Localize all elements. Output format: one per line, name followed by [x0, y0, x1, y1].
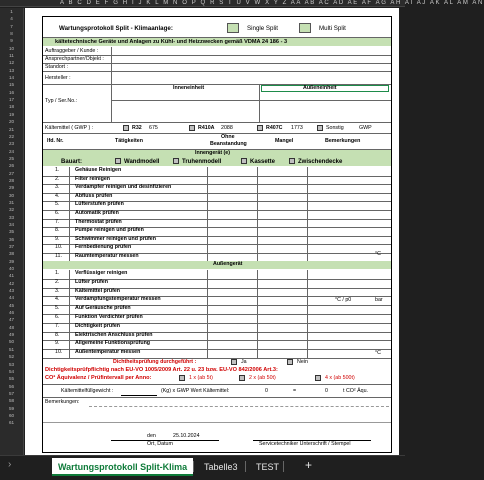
row-number[interactable]: 50 [8, 339, 15, 345]
task-label: Verdampfungstemperatur messen [75, 296, 161, 303]
column-header-bar [0, 0, 484, 7]
inneneinheit-header: Inneneinheit [173, 85, 205, 91]
task-number: 7. [55, 322, 60, 329]
row-number[interactable]: 31 [8, 199, 15, 205]
task-number: 11. [55, 253, 62, 259]
row-number[interactable]: 14 [8, 75, 15, 81]
divider [43, 133, 391, 134]
row-number[interactable]: 53 [8, 361, 15, 367]
row-number[interactable]: 21 [8, 126, 15, 132]
row-number[interactable]: 19 [8, 111, 15, 117]
row-number[interactable]: 10 [8, 45, 15, 51]
task-check-cell[interactable] [307, 219, 357, 228]
row-number-gutter [0, 8, 24, 455]
task-check-cell[interactable] [307, 184, 357, 193]
task-row-divider [43, 358, 391, 359]
interval-1-label: 1 x (ab 5t) [189, 375, 213, 381]
add-sheet-icon[interactable]: + [305, 458, 313, 472]
divider [111, 100, 391, 101]
row-number[interactable]: 9 [10, 38, 13, 44]
sonstig-label: Sonstig [326, 125, 344, 131]
unterschrift-label: Servicetechniker Unterschrift / Stempel [259, 441, 351, 447]
task-label: Pumpe reinigen und prüfen [75, 227, 144, 234]
row-number[interactable]: 13 [8, 67, 15, 73]
row-number[interactable]: 38 [8, 251, 15, 257]
dichtheit-label: Dichtheitsprüfung durchgeführt : [113, 359, 197, 365]
bauart-label: Bauart: [61, 159, 83, 165]
task-number: 4. [55, 192, 60, 199]
task-check-cell[interactable] [207, 184, 257, 193]
task-label: Schwimmer reinigen und prüfen [75, 235, 156, 242]
zwischendecke-label: Zwischendecke [298, 159, 343, 165]
task-number: 1. [55, 167, 60, 173]
task-check-cell[interactable] [307, 305, 357, 314]
task-number: 9. [55, 340, 60, 347]
tab-separator [245, 461, 246, 472]
row-number[interactable]: 30 [8, 192, 15, 198]
task-label: Abfluss prüfen [75, 192, 113, 199]
bemerkungen-header: Bemerkungen [325, 138, 361, 144]
sonstig-checkbox[interactable] [317, 125, 323, 131]
task-check-cell[interactable] [207, 227, 257, 236]
task-check-cell[interactable] [307, 210, 357, 219]
task-check-cell[interactable] [307, 193, 357, 202]
r32-gwp: 675 [149, 125, 158, 131]
r407c-label: R407C [266, 125, 283, 131]
calc-zero-2: 0 [325, 388, 328, 394]
task-number: 7. [55, 218, 60, 225]
auftraggeber-label: Auftraggeber / Kunde : [45, 48, 99, 54]
r407c-gwp: 1773 [291, 125, 303, 131]
row-number[interactable]: 1 [10, 9, 13, 14]
task-check-cell[interactable] [207, 305, 257, 314]
ja-label: Ja [241, 359, 247, 365]
tco2-unit: t CO² Äqu. [343, 388, 369, 394]
task-check-cell[interactable] [207, 219, 257, 228]
truhenmodell-checkbox[interactable] [173, 158, 179, 164]
aussentemp-unit: °C [375, 350, 381, 356]
task-check-cell[interactable] [257, 201, 307, 210]
column-letters[interactable]: A B C D E F G H I J K L M N O P Q R S T U V W X Y Z AA AB AC AD AE AF AG AH AI AJ AK AL AM AN [60, 0, 484, 6]
kassette-checkbox[interactable] [241, 158, 247, 164]
fuellgewicht-label: Kältemittelfüllgewicht : [61, 388, 114, 394]
row-number[interactable]: 32 [8, 207, 15, 213]
task-check-cell[interactable] [307, 349, 357, 358]
row-number[interactable]: 18 [8, 104, 15, 110]
row-number[interactable]: 47 [8, 317, 15, 323]
divider [111, 47, 112, 92]
task-number: 4. [55, 296, 60, 303]
task-check-cell[interactable] [257, 193, 307, 202]
task-check-cell[interactable] [257, 184, 307, 193]
divider [43, 122, 391, 123]
tab-test[interactable]: TEST [256, 462, 280, 472]
task-check-cell[interactable] [207, 201, 257, 210]
task-check-cell[interactable] [307, 323, 357, 332]
interval-4-label: 4 x (ab 500t) [325, 375, 355, 381]
row-number[interactable]: 57 [8, 390, 15, 396]
calc-zero-1: 0 [265, 388, 268, 394]
raumtemp-unit: °C [375, 251, 381, 257]
task-check-cell[interactable] [307, 167, 357, 176]
row-number[interactable]: 27 [8, 170, 15, 176]
task-number: 6. [55, 210, 60, 216]
form-title: Wartungsprotokoll Split - Klimaanlage: [59, 25, 173, 32]
worksheet[interactable] [25, 8, 399, 455]
task-label: Auf Geräusche prüfen [75, 305, 131, 312]
tab-separator [283, 461, 284, 472]
task-check-cell[interactable] [257, 270, 307, 279]
task-check-cell[interactable] [207, 270, 257, 279]
column-divider [69, 167, 70, 262]
truhenmodell-label: Truhenmodell [182, 159, 222, 165]
nein-label: Nein [297, 359, 308, 365]
sheet-tab-bar [0, 455, 405, 480]
row-number[interactable]: 15 [8, 82, 15, 88]
row-number[interactable]: 49 [8, 332, 15, 338]
pflicht-line: Dichtigkeitsprüfpflichtig nach EU-VO 1005/2009 Art. 22 u. 23 bzw. EU-VO 842/2006 Art.3: [45, 367, 278, 373]
task-label: Gehäuse Reinigen [75, 167, 122, 173]
task-number: 3. [55, 184, 60, 191]
task-number: 10. [55, 244, 63, 251]
bar-unit: bar [375, 297, 383, 303]
row-number[interactable]: 36 [8, 236, 15, 242]
row-number[interactable]: 28 [8, 177, 15, 183]
task-number: 1. [55, 270, 60, 276]
task-check-cell[interactable] [207, 279, 257, 288]
task-number: 8. [55, 227, 60, 234]
task-number: 2. [55, 278, 60, 285]
multi-split-label: Multi Split [319, 25, 346, 32]
task-label: Funktion Verdichter prüfen [75, 314, 143, 320]
interval-2-label: 2 x (ab 50t) [249, 375, 276, 381]
row-number[interactable]: 52 [8, 354, 15, 360]
task-check-cell[interactable] [307, 279, 357, 288]
task-label: Thermostat prüfen [75, 218, 122, 225]
task-check-cell[interactable] [257, 288, 307, 297]
cfp0-label: °C / p0 [335, 297, 352, 303]
divider [259, 84, 260, 122]
task-check-cell[interactable] [307, 332, 357, 341]
task-number: 5. [55, 201, 60, 208]
multi-split-checkbox[interactable] [299, 23, 311, 33]
equals-sign: = [293, 388, 297, 394]
task-check-cell[interactable] [307, 201, 357, 210]
task-number: 6. [55, 314, 60, 320]
task-check-cell[interactable] [307, 244, 357, 253]
task-check-cell[interactable] [307, 176, 357, 185]
den-label: den [147, 433, 156, 439]
r410a-label: R410A [198, 125, 215, 131]
task-label: Automatik prüfen [75, 210, 119, 216]
task-check-cell[interactable] [257, 227, 307, 236]
row-number[interactable]: 24 [8, 148, 15, 154]
hersteller-label: Hersteller : [45, 75, 71, 81]
divider [111, 92, 112, 122]
task-label: Lüfter prüfen [75, 278, 108, 285]
task-check-cell[interactable] [207, 210, 257, 219]
task-check-cell[interactable] [257, 279, 307, 288]
task-label: Filter reinigen [75, 175, 111, 182]
row-number[interactable]: 26 [8, 163, 15, 169]
row-number[interactable]: 43 [8, 288, 15, 294]
kaeltemittel-label: Kältemittel ( GWP ) : [45, 125, 94, 131]
row-number[interactable]: 4 [10, 16, 13, 22]
form-subtitle: kältetechnische Geräte und Anlagen zu Kühl- und Heizzwecken gemäß VDMA 24 186 - 3 [55, 38, 288, 45]
task-check-cell[interactable] [257, 219, 307, 228]
task-check-cell[interactable] [207, 167, 257, 176]
task-label: Außentemperatur messen [75, 349, 141, 356]
task-label: Verflüssiger reinigen [75, 270, 128, 276]
tab-tabelle3[interactable]: Tabelle3 [204, 462, 238, 472]
task-check-cell[interactable] [307, 270, 357, 279]
task-check-cell[interactable] [207, 193, 257, 202]
fuellgewicht-input[interactable] [121, 395, 157, 396]
task-check-cell[interactable] [307, 236, 357, 245]
row-number[interactable]: 29 [8, 185, 15, 191]
row-number[interactable]: 16 [8, 89, 15, 95]
row-number[interactable]: 60 [8, 412, 15, 418]
tab-wartungsprotokoll[interactable]: Wartungsprotokoll Split-Klima [52, 458, 193, 476]
task-check-cell[interactable] [207, 176, 257, 185]
task-number: 5. [55, 305, 60, 312]
row-number[interactable]: 51 [8, 346, 15, 352]
task-label: Raumtemperatur messen [75, 253, 139, 259]
row-number[interactable]: 23 [8, 141, 15, 147]
ja-checkbox[interactable] [231, 359, 237, 365]
task-check-cell[interactable] [307, 314, 357, 323]
task-check-cell[interactable] [207, 314, 257, 323]
row-number[interactable]: 20 [8, 119, 15, 125]
task-label: Kältemittel prüfen [75, 287, 121, 294]
row-number[interactable]: 45 [8, 302, 15, 308]
row-number[interactable]: 39 [8, 258, 15, 264]
row-number[interactable]: 35 [8, 229, 15, 235]
task-check-cell[interactable] [257, 314, 307, 323]
date-value[interactable]: 25.10.2024 [173, 433, 200, 439]
row-number[interactable]: 25 [8, 155, 15, 161]
typ-label: Typ / Ser.No.: [45, 98, 78, 104]
kassette-label: Kassette [250, 159, 276, 165]
row-number[interactable]: 58 [8, 398, 15, 404]
divider [43, 384, 391, 385]
task-check-cell[interactable] [207, 244, 257, 253]
aussenheinheit-header: Außeneinheit [303, 85, 337, 91]
task-check-cell[interactable] [257, 349, 307, 358]
divider [43, 63, 391, 64]
task-check-cell[interactable] [207, 349, 257, 358]
task-check-cell[interactable] [257, 305, 307, 314]
row-number[interactable]: 55 [8, 376, 15, 382]
task-check-cell[interactable] [257, 296, 307, 305]
row-number[interactable]: 34 [8, 221, 15, 227]
tab-scroll-icon[interactable]: › [8, 459, 12, 470]
row-number[interactable]: 44 [8, 295, 15, 301]
task-check-cell[interactable] [207, 296, 257, 305]
zwischendecke-checkbox[interactable] [289, 158, 295, 164]
row-number[interactable]: 56 [8, 383, 15, 389]
row-number[interactable]: 61 [8, 420, 15, 426]
task-check-cell[interactable] [257, 323, 307, 332]
interval-1-checkbox[interactable] [179, 375, 185, 381]
task-check-cell[interactable] [257, 210, 307, 219]
task-check-cell[interactable] [307, 288, 357, 297]
row-number[interactable]: 17 [8, 97, 15, 103]
wandmodell-label: Wandmodell [124, 159, 160, 165]
tab-separator [193, 461, 194, 472]
beanstandung-header: Beanstandung [210, 141, 247, 147]
divider [43, 71, 391, 72]
interval-2-checkbox[interactable] [239, 375, 245, 381]
task-label: Fernbedienung prüfen [75, 244, 132, 251]
ohne-header: Ohne [221, 134, 235, 140]
task-check-cell[interactable] [207, 323, 257, 332]
task-check-cell[interactable] [207, 288, 257, 297]
task-check-cell[interactable] [257, 176, 307, 185]
bemerkungen-label: Bemerkungen: [45, 399, 80, 405]
interval-4-checkbox[interactable] [315, 375, 321, 381]
row-number[interactable]: 59 [8, 405, 15, 411]
ort-datum-label: Ort, Datum [147, 441, 173, 447]
column-divider [69, 270, 70, 358]
row-number[interactable]: 33 [8, 214, 15, 220]
task-check-cell[interactable] [207, 332, 257, 341]
task-label: Elektrischen Anschluss prüfen [75, 331, 153, 338]
task-label: Verdampfer reinigen und desinfizieren [75, 184, 172, 191]
kg-gwp-label: (Kg) x GWP Wert Kältemittel: [161, 388, 230, 394]
mangel-header: Mangel [275, 138, 294, 144]
taetigkeiten-header: Tätigkeiten [115, 138, 143, 144]
row-number[interactable]: 11 [9, 53, 14, 59]
r410a-checkbox[interactable] [189, 125, 195, 131]
row-number[interactable]: 41 [8, 273, 15, 279]
ansprechpartner-label: Ansprechpartner/Objekt : [45, 56, 104, 62]
row-number[interactable]: 40 [8, 266, 15, 272]
task-check-cell[interactable] [257, 236, 307, 245]
single-split-label: Single Split [247, 25, 278, 32]
lfd-nr-header: lfd. Nr. [47, 138, 64, 144]
task-number: 9. [55, 235, 60, 242]
task-label: Dichtigkeit prüfen [75, 322, 121, 329]
task-number: 10. [55, 349, 63, 356]
row-number[interactable]: 7 [10, 23, 13, 29]
co2-line: CO² Äquivalenz / Prüfintervall per Anno: [45, 375, 152, 381]
row-number[interactable]: 8 [10, 31, 13, 37]
wandmodell-checkbox[interactable] [115, 158, 121, 164]
single-split-checkbox[interactable] [227, 23, 239, 33]
task-number: 8. [55, 331, 60, 338]
row-number[interactable]: 12 [8, 60, 15, 66]
task-check-cell[interactable] [207, 340, 257, 349]
r32-checkbox[interactable] [123, 125, 129, 131]
task-check-cell[interactable] [257, 244, 307, 253]
task-check-cell[interactable] [257, 340, 307, 349]
row-number[interactable]: 48 [8, 324, 15, 330]
gwp-label: GWP [359, 125, 372, 131]
task-number: 3. [55, 287, 60, 294]
task-check-cell[interactable] [257, 167, 307, 176]
nein-checkbox[interactable] [287, 359, 293, 365]
task-number: 2. [55, 175, 60, 182]
row-number[interactable]: 42 [8, 280, 15, 286]
standort-label: Standort : [45, 64, 68, 70]
bemerkungen-input[interactable] [89, 406, 389, 407]
row-number[interactable]: 46 [8, 310, 15, 316]
r410a-gwp: 2088 [221, 125, 233, 131]
task-check-cell[interactable] [257, 332, 307, 341]
row-number[interactable]: 37 [8, 244, 15, 249]
innengeraet-header: Innengerät (e) [195, 150, 231, 156]
task-check-cell[interactable] [307, 340, 357, 349]
row-number[interactable]: 22 [8, 133, 15, 139]
task-label: Allgemeine Funktionsprüfung [75, 340, 151, 347]
divider [43, 397, 391, 398]
task-label: Lüfterstufen prüfen [75, 201, 124, 208]
task-check-cell[interactable] [307, 227, 357, 236]
row-number[interactable]: 54 [8, 368, 15, 374]
task-check-cell[interactable] [207, 236, 257, 245]
r32-label: R32 [132, 125, 142, 131]
aussengeraet-header: Außengerät [213, 261, 243, 267]
divider [43, 422, 391, 423]
r407c-checkbox[interactable] [257, 125, 263, 131]
